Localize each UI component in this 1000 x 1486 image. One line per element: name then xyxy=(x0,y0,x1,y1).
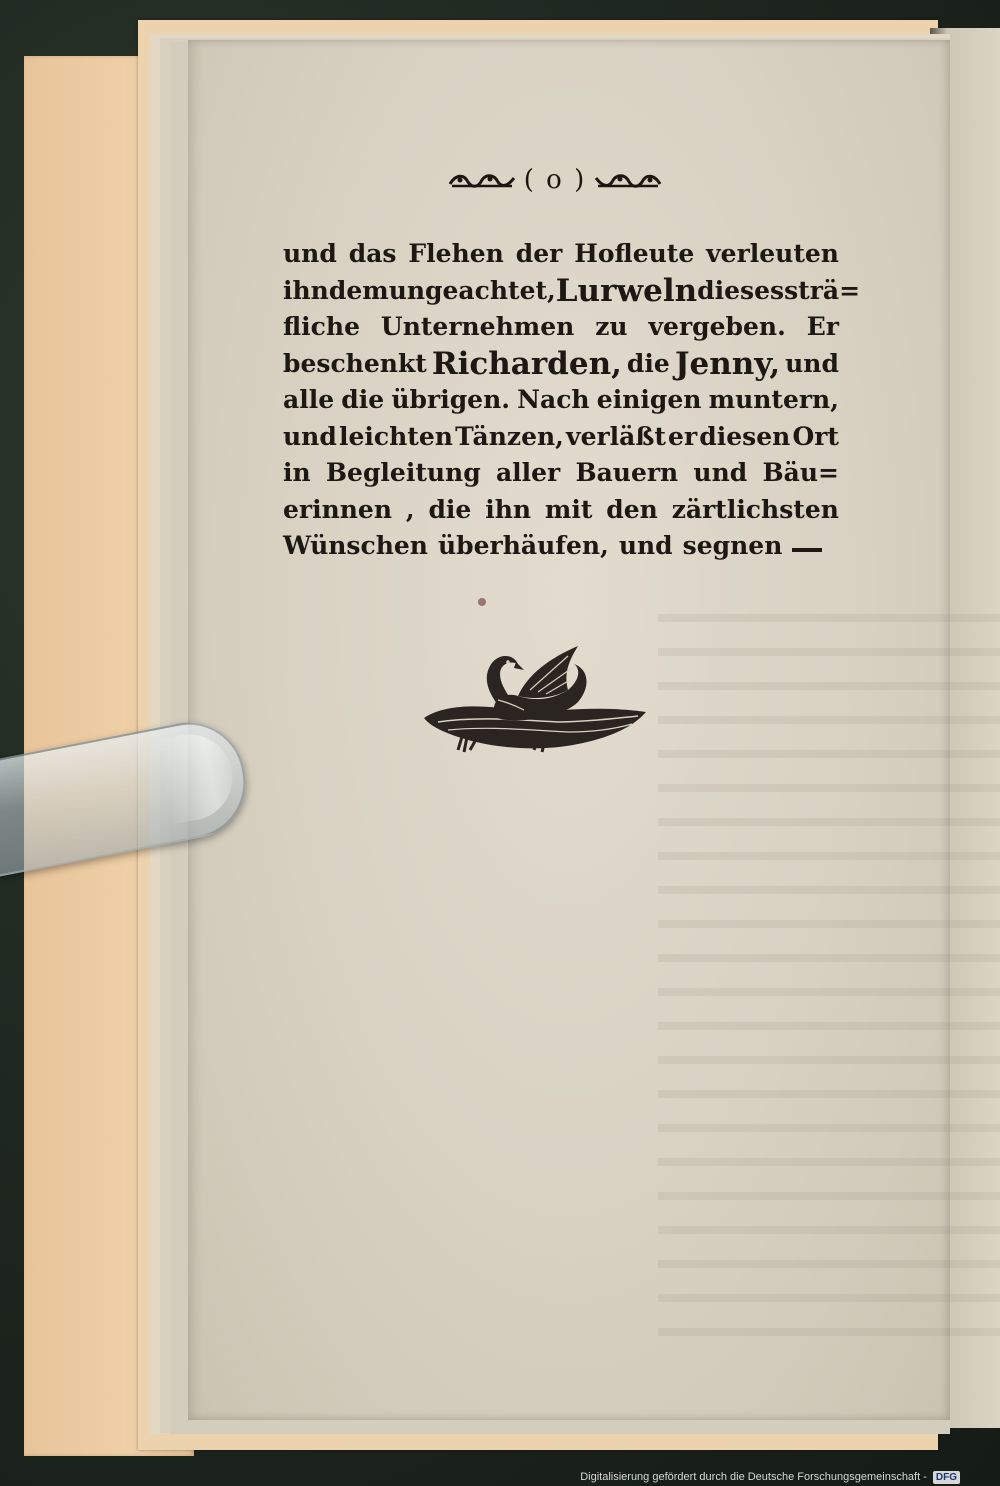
word: , xyxy=(405,494,415,524)
word: verleuten xyxy=(706,239,839,268)
digitization-credits xyxy=(580,1468,960,1486)
word: leichten xyxy=(339,421,453,451)
word: das xyxy=(348,239,397,268)
holder-highlight xyxy=(155,727,240,825)
word: Nach xyxy=(517,385,590,414)
word: Unternehmen xyxy=(380,312,575,341)
word: einigen xyxy=(596,385,702,414)
word: Wünschen xyxy=(283,531,428,560)
word: übrigen. xyxy=(391,385,510,414)
word: er xyxy=(668,421,698,451)
word: erinnen xyxy=(283,494,393,524)
word: Ort xyxy=(792,421,839,451)
body-text xyxy=(283,236,861,565)
ink-spot xyxy=(478,598,486,606)
word: Bauern xyxy=(575,458,679,487)
word: ihn xyxy=(485,494,532,524)
text-line xyxy=(283,528,839,565)
word: segnen xyxy=(682,531,783,560)
word: aller xyxy=(495,458,561,487)
word: und xyxy=(283,239,337,268)
word: Hofleute xyxy=(574,239,695,268)
word: beschenkt xyxy=(283,348,427,378)
word: die xyxy=(626,348,670,378)
page-header xyxy=(440,160,670,200)
text-line xyxy=(283,382,839,419)
text-line xyxy=(283,492,839,529)
word: alle xyxy=(283,385,335,414)
word: ihn xyxy=(283,275,329,305)
word-emphasis: Lurweln xyxy=(555,272,698,309)
word-emphasis: Richarden, xyxy=(431,345,622,382)
ornament-left-icon xyxy=(446,168,518,192)
word: Flehen xyxy=(408,239,504,268)
text-line xyxy=(283,419,839,456)
word-emphasis: Jenny, xyxy=(674,345,781,382)
word: überhäufen, xyxy=(437,531,609,560)
word: mit xyxy=(544,494,593,524)
word: und xyxy=(283,421,337,451)
word: in xyxy=(283,458,311,487)
text-line xyxy=(283,455,839,492)
word: Tänzen, xyxy=(455,421,564,451)
page-number: ( o ) xyxy=(523,165,587,195)
word: zu xyxy=(595,312,628,341)
word: fliche xyxy=(283,312,360,341)
word: demungeachtet, xyxy=(328,275,556,305)
word: den xyxy=(606,494,658,524)
word: Bäu= xyxy=(762,458,839,487)
dfg-logo: DFG xyxy=(933,1471,960,1484)
text-line xyxy=(283,236,839,273)
text-line xyxy=(283,272,861,310)
word: Er xyxy=(806,312,839,341)
end-dash xyxy=(792,548,822,552)
word: die xyxy=(341,385,385,414)
word: und xyxy=(693,458,748,487)
word: und xyxy=(618,531,673,560)
word: der xyxy=(515,239,563,268)
bleed-through-text xyxy=(658,600,1000,1340)
text-line xyxy=(283,309,839,346)
swan-vignette-icon xyxy=(418,640,652,770)
ornament-right-icon xyxy=(592,168,664,192)
word: Begleitung xyxy=(325,458,481,487)
word: verläßt xyxy=(566,421,666,451)
word: dieses xyxy=(697,275,785,305)
word: muntern, xyxy=(708,385,839,414)
word: strä= xyxy=(784,275,861,305)
text-line xyxy=(283,346,839,383)
word: vergeben. xyxy=(648,312,786,341)
word: diesen xyxy=(699,421,791,451)
word: zärtlichsten xyxy=(671,494,839,524)
credits-text: Digitalisierung gefördert durch die Deutsche Forschungsgemeinschaft - xyxy=(580,1471,927,1483)
word: und xyxy=(785,348,839,378)
word: die xyxy=(428,494,472,524)
